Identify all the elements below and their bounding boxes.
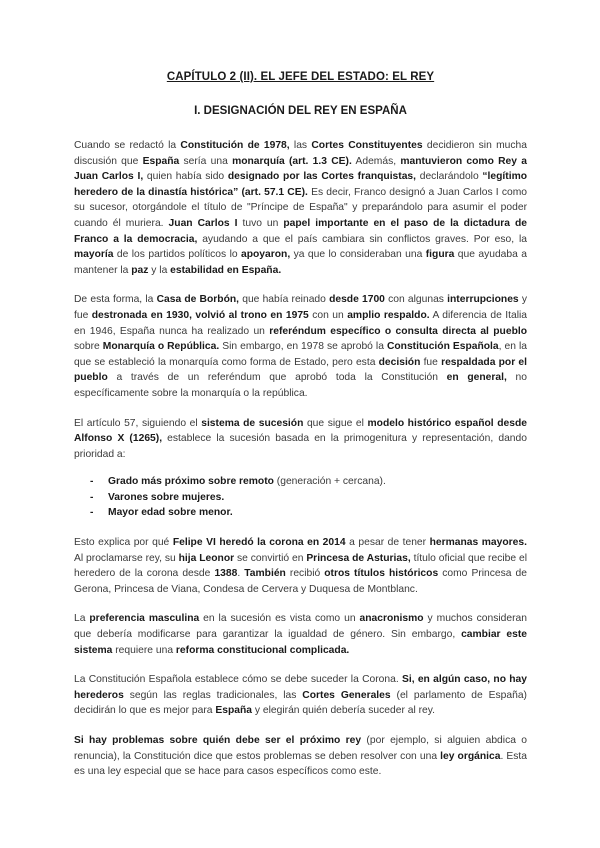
paragraph-2: De esta forma, la Casa de Borbón, que había reinado desde 1700 con algunas interrupciones y fue destronada en 1930, volvió al trono en 1975 con un amplio respaldo. A diferencia de Italia en 1946, España nunca ha realizado un referéndum específico o consulta directa al pueblo sobre Monarquía o República. Sin embargo, en 1978 se aprobó la Constitución Española, en la que se estableció la monarquía como forma de Estado, pero esta decisión fue respaldada por el pueblo a través de un referéndum que aprobó toda la Constitución en general, no específicamente sobre la monarquía o la república.: [74, 294, 528, 399]
paragraph-5: La preferencia masculina en la sucesión es vista como un anacronismo y muchos consideran que debería modificarse para garantizar la igualdad de género. Sin embargo, cambiar este sistema requiere una reforma constitucional complicada.: [74, 613, 528, 656]
chapter-title: CAPÍTULO 2 (II). EL JEFE DEL ESTADO: EL REY: [166, 71, 435, 83]
list-item: - Varones sobre mujeres.: [90, 490, 527, 506]
paragraph-4: Esto explica por qué Felipe VI heredó la corona en 2014 a pesar de tener hermanas mayores. Al proclamarse rey, su hija Leonor se convirtió en Princesa de Asturias, título oficial que recibe el heredero de la corona desde 1388. También recibió otros títulos históricos como Princesa de Gerona, Princesa de Viana, Condesa de Cervera y Duquesa de Montblanc.: [74, 537, 528, 595]
document-page: [74, 70, 527, 794]
paragraph-7: Si hay problemas sobre quién debe ser el próximo rey (por ejemplo, si alguien abdica o renuncia), la Constitución dice que estos problemas se deben resolver con una ley orgánica. Esta es una ley especial que se hace para casos específicos como este.: [74, 735, 528, 778]
paragraph-6: La Constitución Española establece cómo se debe suceder la Corona. Si, en algún caso, no hay herederos según las reglas tradicionales, las Cortes Generales (el parlamento de España) decidirán lo que es mejor para España y elegirán quién debería suceder al rey.: [74, 674, 527, 717]
list-item: - Grado más próximo sobre remoto (generación + cercana).: [90, 474, 527, 490]
list-item: - Mayor edad sobre menor.: [90, 505, 527, 521]
paragraph-1: Cuando se redactó la Constitución de 1978, las Cortes Constituyentes decidieron sin mucha discusión que España sería una monarquía (art. 1.3 CE). Además, mantuvieron como Rey a Juan Carlos I, quien había sido designado por las Cortes franquistas, declarándolo “legítimo heredero de la dinastía histórica” (art. 57.1 CE). Es decir, Franco designó a Juan Carlos I como su sucesor, otorgándole el título de "Príncipe de España" y preparándolo para asumir el poder cuando él muriera. Juan Carlos I tuvo un papel importante en el paso de la dictadura de Franco a la democracia, ayudando a que el país cambiara sin conflictos graves. Por eso, la mayoría de los partidos políticos lo apoyaron, ya que lo consideraban una figura que ayudaba a mantener la paz y la estabilidad en España.: [74, 140, 528, 276]
succession-list: [90, 474, 527, 521]
section-heading: I. DESIGNACIÓN DEL REY EN ESPAÑA: [194, 105, 407, 117]
paragraph-3: El artículo 57, siguiendo el sistema de sucesión que sigue el modelo histórico español desde Alfonso X (1265), establece la sucesión basada en la primogenitura y representación, dando prioridad a:: [74, 417, 527, 460]
